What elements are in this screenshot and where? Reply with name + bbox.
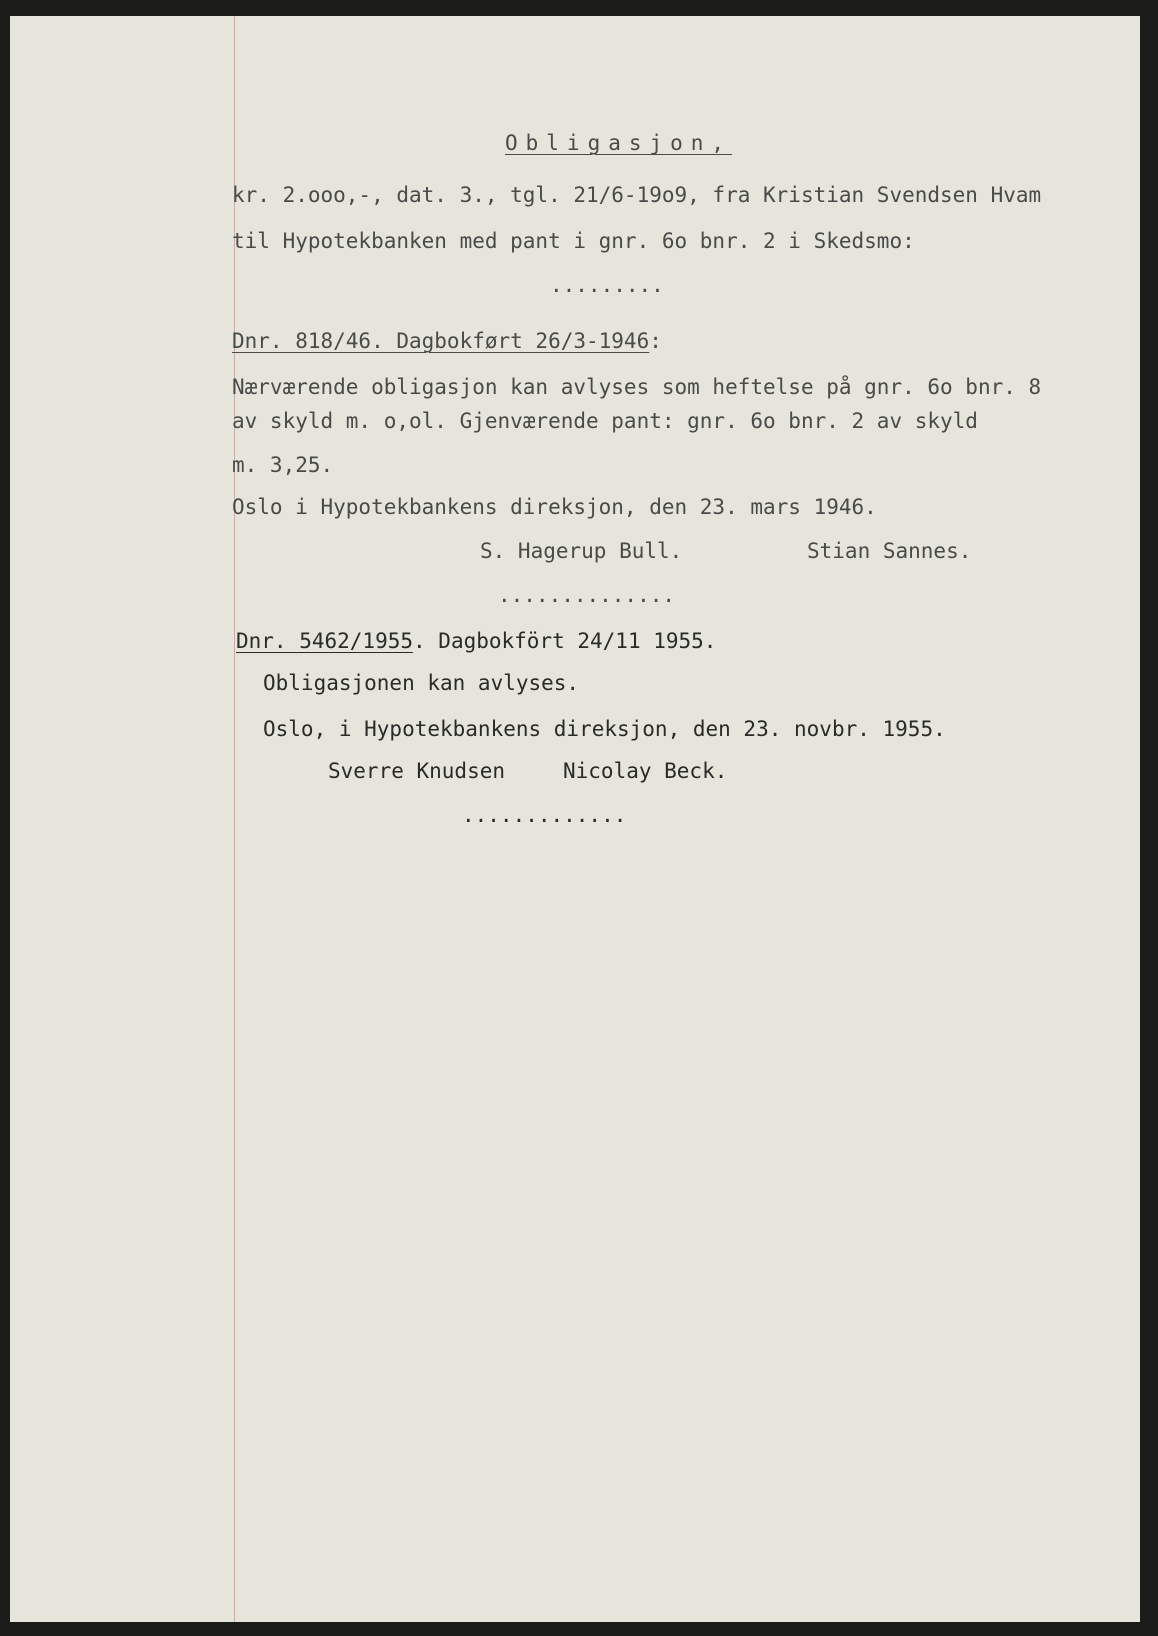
entry3-reference-suffix: . Dagbokfört 24/11 1955. bbox=[413, 629, 717, 653]
entry2-line3: m. 3,25. bbox=[232, 453, 334, 477]
entry1-line1: kr. 2.ooo,-, dat. 3., tgl. 21/6-19o9, fra Kristian Svendsen Hvam bbox=[232, 183, 1042, 207]
entry3-signature-1: Sverre Knudsen bbox=[328, 759, 506, 783]
entry1-line2: til Hypotekbanken med pant i gnr. 6o bnr. 2 i Skedsmo: bbox=[232, 229, 915, 253]
entry2-separator: .............. bbox=[498, 583, 676, 607]
entry2-reference-suffix: : bbox=[649, 329, 662, 353]
entry3-reference-number: Dnr. 5462/1955 bbox=[236, 629, 414, 653]
entry2-reference-number: Dnr. 818/46. Dagbokført 26/3-1946 bbox=[232, 329, 650, 353]
entry2-reference bbox=[232, 328, 662, 354]
entry2-signature-2: Stian Sannes. bbox=[807, 539, 972, 563]
entry3-reference bbox=[236, 628, 716, 654]
entry2-signature-1: S. Hagerup Bull. bbox=[480, 539, 683, 563]
entry2-line1: Nærværende obligasjon kan avlyses som heftelse på gnr. 6o bnr. 8 bbox=[232, 375, 1042, 399]
entry3-separator: ............. bbox=[462, 803, 627, 827]
entry3-signature-2: Nicolay Beck. bbox=[563, 759, 728, 783]
entry3-place-date: Oslo, i Hypotekbankens direksjon, den 23. novbr. 1955. bbox=[263, 717, 946, 741]
document-page bbox=[10, 16, 1140, 1622]
entry3-line1: Obligasjonen kan avlyses. bbox=[263, 671, 580, 695]
document-title: Obligasjon, bbox=[505, 131, 733, 155]
entry1-separator: ......... bbox=[550, 273, 664, 297]
entry2-place-date: Oslo i Hypotekbankens direksjon, den 23. mars 1946. bbox=[232, 495, 877, 519]
entry2-line2: av skyld m. o,ol. Gjenværende pant: gnr. 6o bnr. 2 av skyld bbox=[232, 409, 978, 433]
margin-rule bbox=[234, 16, 235, 1622]
